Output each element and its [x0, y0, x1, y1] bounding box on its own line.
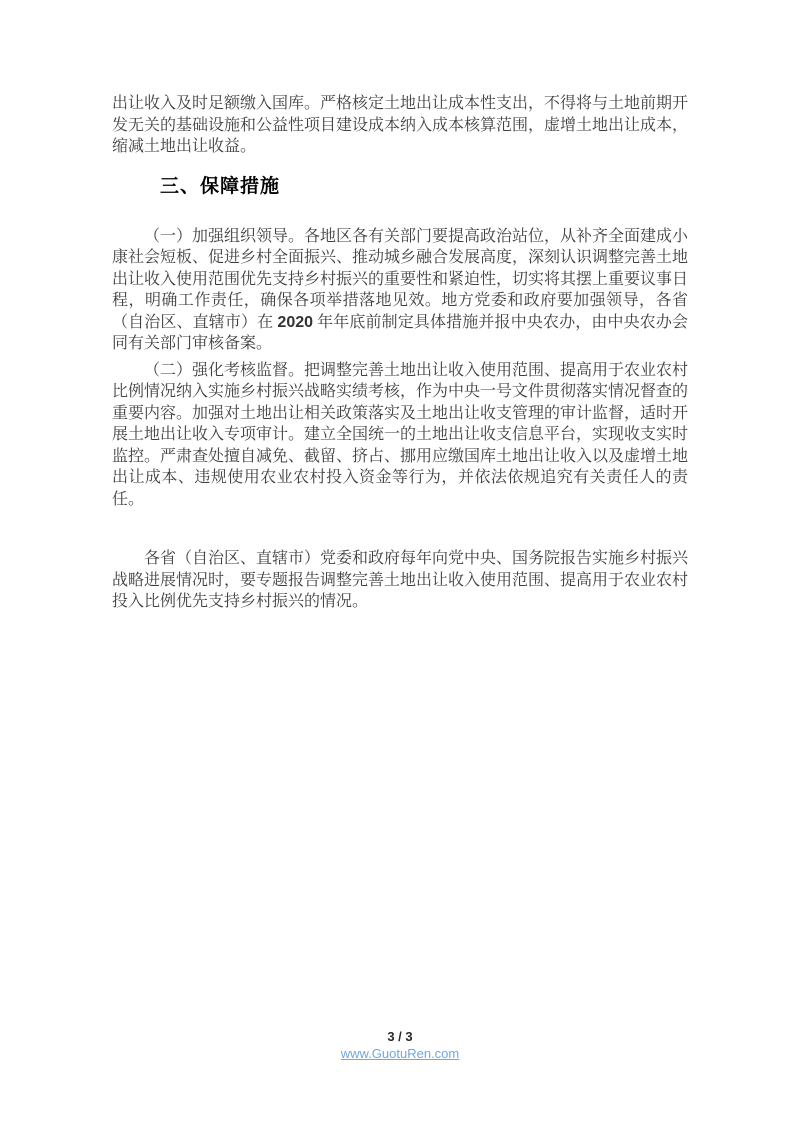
paragraph-closing: 各省（自治区、直辖市）党委和政府每年向党中央、国务院报告实施乡村振兴战略进展情况时，要专题报告调整完善土地出让收入使用范围、提高用于农业农村投入比例优先支持乡村振兴的情况。	[112, 550, 689, 610]
paragraph-item-2: （二）强化考核监督。把调整完善土地出让收入使用范围、提高用于农业农村比例情况纳入实施乡村振兴战略实绩考核，作为中央一号文件贯彻落实情况督查的重要内容。加强对土地出让相关政策落实及土地出让收支管理的审计监督，适时开展土地出让收入专项审计。建立全国统一的土地出让收支信息平台，实现收支实时监控。严肃查处擅自减免、截留、挤占、挪用应缴国库土地出让收入以及虚增土地出让成本、违规使用农业农村投入资金等行为，并依法依规追究有关责任人的责任。	[112, 361, 689, 508]
section-heading: 三、保障措施	[160, 175, 281, 197]
year-value: 2020	[277, 313, 314, 331]
paragraph-item-1	[112, 226, 688, 355]
paragraph-continuation: 出让收入及时足额缴入国库。严格核定土地出让成本性支出，不得将与土地前期开发无关的基础设施和公益性项目建设成本纳入成本核算范围，虚增土地出让成本，缩减土地出让收益。	[112, 95, 689, 155]
paragraph-item-1-text-cont: 年年底前制定具体措施并报中央农办，由中央农办会同有关部门审核备案。	[112, 313, 688, 352]
paragraph-item-1-text: （一）加强组织领导。各地区各有关部门要提高政治站位，从补齐全面建成小康社会短板、促进乡村全面振兴、推动城乡融合发展高度，深刻认识调整完善土地出让收入使用范围优先支持乡村振兴的重要性和紧迫性，切实将其摆上重要议事日程，明确工作责任，确保各项举措落地见效。地方党委和政府要加强领导，各省（自治区、直辖市）在	[112, 227, 689, 331]
page-number-indicator: 3 / 3	[387, 1029, 413, 1044]
page-footer	[0, 1028, 800, 1063]
document-content	[112, 93, 688, 618]
footer-site-link[interactable]: www.GuotuRen.com	[340, 1046, 460, 1061]
